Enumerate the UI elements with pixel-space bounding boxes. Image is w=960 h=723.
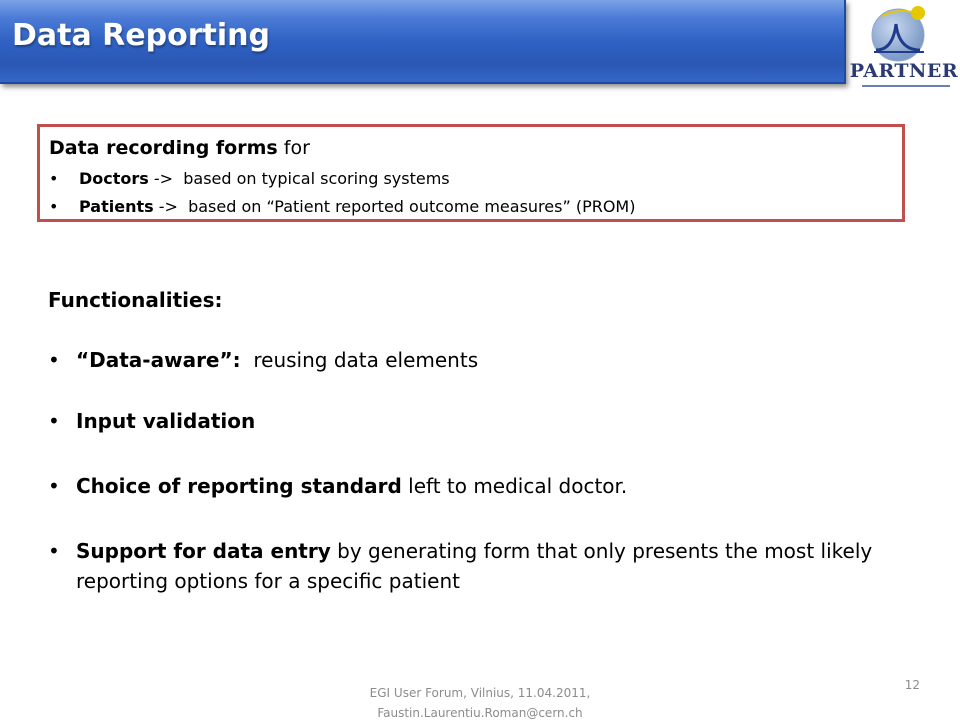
forms-item-text: -> based on “Patient reported outcome measures” (PROM) <box>153 197 636 216</box>
logo-tagline-line <box>862 84 950 88</box>
partner-logo-icon <box>848 2 960 62</box>
functionality-bold: Support for data entry <box>76 539 331 563</box>
functionality-bold: Choice of reporting standard <box>76 474 402 498</box>
footer-author-email: Faustin.Laurentiu.Roman@cern.ch <box>377 706 583 720</box>
forms-heading-rest: for <box>277 137 310 159</box>
functionality-text: reusing data elements <box>240 348 479 372</box>
functionality-reporting-standard <box>48 471 627 501</box>
functionality-text: left to medical doctor. <box>401 474 628 498</box>
page-number: 12 <box>904 678 920 692</box>
data-recording-forms-box <box>37 124 905 222</box>
forms-item-patients <box>49 197 635 216</box>
bullet: • <box>48 348 60 372</box>
footer-event: EGI User Forum, Vilnius, 11.04.2011, <box>369 686 591 700</box>
bullet: • <box>48 474 60 498</box>
functionality-data-entry-support <box>48 536 918 596</box>
functionality-text: by generating form that only presents the most likely reporting options for a specific patient <box>76 539 873 593</box>
forms-item-text: -> based on typical scoring systems <box>148 169 450 188</box>
partner-logo <box>848 2 960 90</box>
functionality-bold: “Data-aware”: <box>76 348 241 372</box>
functionality-data-aware <box>48 345 478 375</box>
bullet: • <box>48 539 60 563</box>
forms-item-doctors <box>49 169 450 188</box>
forms-heading <box>49 137 310 159</box>
slide-footer <box>340 683 620 723</box>
functionality-bold: Input validation <box>76 409 256 433</box>
slide-title: Data Reporting <box>12 18 270 53</box>
functionalities-heading: Functionalities: <box>48 288 223 312</box>
logo-wordmark: PARTNER <box>849 60 959 82</box>
bullet: • <box>49 197 59 216</box>
bullet: • <box>48 409 60 433</box>
title-banner <box>0 0 846 84</box>
functionality-input-validation <box>48 406 255 436</box>
forms-heading-bold: Data recording forms <box>49 137 278 159</box>
bullet: • <box>49 169 59 188</box>
forms-item-bold: Patients <box>79 197 154 216</box>
forms-item-bold: Doctors <box>79 169 149 188</box>
